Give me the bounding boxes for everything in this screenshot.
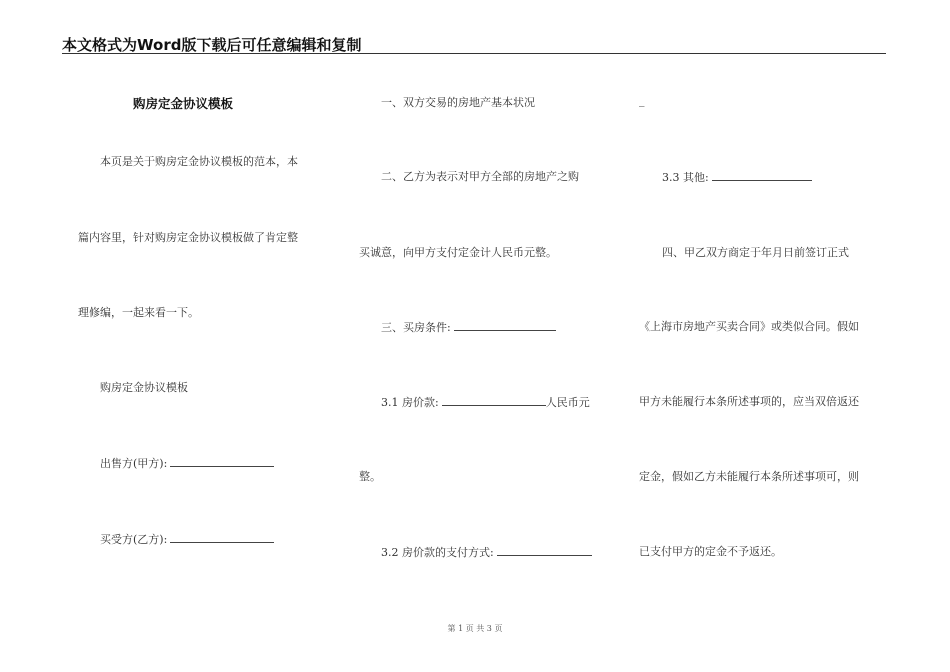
section-3-field bbox=[381, 318, 556, 335]
template-heading: 购房定金协议模板 bbox=[100, 381, 188, 394]
page-header: 本文格式为Word版下载后可任意编辑和复制 bbox=[62, 36, 362, 54]
other-label: 3.3 其他: bbox=[662, 171, 709, 184]
section-3-label: 三、买房条件: bbox=[381, 321, 451, 334]
section-4-line-5: 已支付甲方的定金不予返还。 bbox=[639, 545, 782, 558]
section-1: 一、双方交易的房地产基本状况 bbox=[381, 96, 535, 109]
other-blank bbox=[712, 168, 812, 181]
section-4-line-3: 甲方未能履行本条所述事项的，应当双倍返还 bbox=[639, 395, 859, 408]
payment-method-field bbox=[381, 543, 592, 560]
intro-line-2: 篇内容里，针对购房定金协议模板做了肯定整 bbox=[78, 231, 298, 244]
price-suffix: 人民币元 bbox=[545, 396, 590, 409]
dash-mark: _ bbox=[639, 94, 645, 107]
payment-method-label: 3.2 房价款的支付方式: bbox=[381, 546, 494, 559]
section-2-line-1: 二、乙方为表示对甲方全部的房地产之购 bbox=[381, 170, 579, 183]
seller-label: 出售方(甲方): bbox=[100, 457, 168, 470]
other-field bbox=[662, 168, 812, 185]
price-label: 3.1 房价款: bbox=[381, 396, 439, 409]
header-rule bbox=[62, 53, 886, 54]
intro-line-3: 理修编，一起来看一下。 bbox=[78, 306, 199, 319]
section-2-line-2: 买诚意，向甲方支付定金计人民币元整。 bbox=[359, 246, 557, 259]
price-field bbox=[381, 393, 590, 410]
price-line-2: 整。 bbox=[359, 470, 381, 483]
seller-field bbox=[100, 454, 274, 471]
document-title: 购房定金协议模板 bbox=[133, 96, 234, 111]
buyer-label: 买受方(乙方): bbox=[100, 533, 168, 546]
section-4-line-4: 定金，假如乙方未能履行本条所述事项可，则 bbox=[639, 470, 859, 483]
price-blank bbox=[442, 393, 546, 406]
section-4-line-1: 四、甲乙双方商定于年月日前签订正式 bbox=[662, 246, 849, 259]
buyer-field bbox=[100, 530, 274, 547]
seller-blank bbox=[170, 454, 274, 467]
payment-method-blank bbox=[497, 543, 592, 556]
page-number: 第 1 页 共 3 页 bbox=[447, 624, 503, 633]
section-4-line-2: 《上海市房地产买卖合同》或类似合同。假如 bbox=[639, 320, 859, 333]
buyer-blank bbox=[170, 530, 274, 543]
intro-line-1: 本页是关于购房定金协议模板的范本，本 bbox=[100, 155, 298, 168]
section-3-blank bbox=[454, 318, 556, 331]
